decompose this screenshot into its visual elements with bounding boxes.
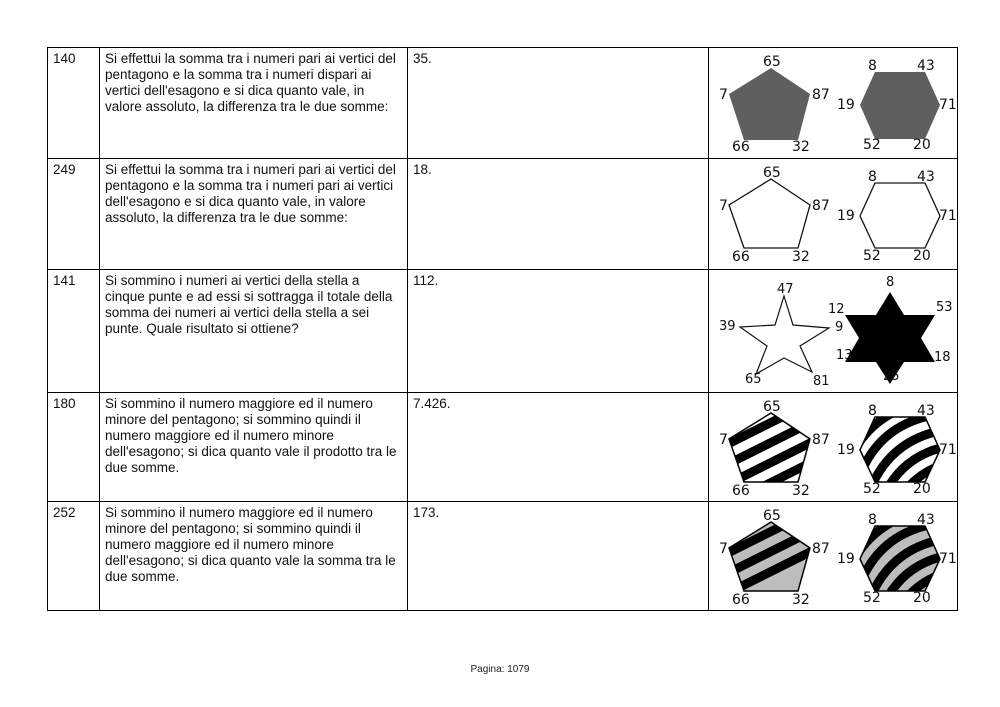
- vertex-label: 8: [868, 169, 877, 185]
- vertex-label: 25: [883, 369, 900, 384]
- hexagon-shape: [860, 183, 940, 248]
- table-row: [48, 48, 958, 159]
- answer-text: 18.: [408, 159, 709, 270]
- vertex-label: 19: [837, 97, 855, 113]
- answer-text: 173.: [408, 502, 709, 611]
- pentagon-hexagon-figure: [714, 51, 962, 155]
- vertex-label: 7: [719, 541, 728, 557]
- vertex-label: 81: [813, 374, 830, 389]
- vertex-label: 71: [939, 442, 957, 458]
- vertex-label: 32: [792, 249, 810, 265]
- hexagon-shape: [860, 72, 940, 139]
- vertex-label: 53: [936, 300, 953, 315]
- vertex-label: 8: [886, 275, 895, 290]
- figure-cell: [709, 270, 958, 393]
- vertex-label: 87: [812, 541, 830, 557]
- vertex-label: 66: [732, 483, 750, 498]
- question-id: 180: [48, 393, 100, 502]
- question-id: 249: [48, 159, 100, 270]
- questions-table: [47, 47, 958, 611]
- vertex-label: 87: [812, 198, 830, 214]
- vertex-label: 71: [939, 208, 957, 224]
- vertex-label: 52: [863, 481, 881, 497]
- question-text: Si effettui la somma tra i numeri pari ai vertici del pentagono e la somma tra i numeri pari ai vertici dell'esagono e si dica quanto vale, in valore assoluto, la differenza tra le due somme:: [100, 159, 408, 270]
- answer-text: 35.: [408, 48, 709, 159]
- question-text: Si sommino il numero maggiore ed il numero minore del pentagono; si sommino quindi il numero maggiore ed il numero minore dell'esagono; si dica quanto vale la somma tra le due somme.: [100, 502, 408, 611]
- question-id: 141: [48, 270, 100, 393]
- vertex-label: 20: [913, 590, 931, 606]
- vertex-label: 52: [863, 137, 881, 153]
- vertex-label: 66: [732, 249, 750, 265]
- vertex-label: 65: [763, 165, 781, 181]
- answer-text: 7.426.: [408, 393, 709, 502]
- vertex-label: 66: [732, 139, 750, 155]
- vertex-label: 39: [719, 319, 736, 334]
- question-text: Si sommino il numero maggiore ed il numero minore del pentagono; si sommino quindi il numero maggiore ed il numero minore dell'esagono; si dica quanto vale il prodotto tra le due somme.: [100, 393, 408, 502]
- vertex-label: 7: [719, 432, 728, 448]
- vertex-label: 43: [917, 58, 935, 74]
- vertex-label: 71: [939, 551, 957, 567]
- vertex-label: 13: [836, 348, 853, 363]
- figure-cell: [709, 48, 958, 159]
- vertex-label: 20: [913, 481, 931, 497]
- vertex-label: 19: [837, 208, 855, 224]
- vertex-label: 20: [913, 137, 931, 153]
- table-row: [48, 270, 958, 393]
- question-text: Si sommino i numeri ai vertici della stella a cinque punte e ad essi si sottragga il totale della somma dei numeri ai vertici della stella a sei punte. Quale risultato si ottiene?: [100, 270, 408, 393]
- table-row: [48, 393, 958, 502]
- vertex-label: 32: [792, 483, 810, 498]
- question-text: Si effettui la somma tra i numeri pari ai vertici del pentagono e la somma tra i numeri dispari ai vertici dell'esagono e si dica quanto vale, in valore assoluto, la differenza tra le due somme:: [100, 48, 408, 159]
- pentagon-hexagon-figure: [714, 505, 962, 607]
- table-row: [48, 502, 958, 611]
- vertex-label: 65: [763, 399, 781, 415]
- vertex-label: 32: [792, 139, 810, 155]
- five-point-star-shape: [740, 296, 829, 374]
- vertex-label: 66: [732, 592, 750, 607]
- pentagon-shape: [729, 179, 810, 248]
- table-row: [48, 159, 958, 270]
- question-id: 140: [48, 48, 100, 159]
- vertex-label: 87: [812, 87, 830, 103]
- vertex-label: 8: [868, 512, 877, 528]
- vertex-label: 47: [777, 282, 794, 297]
- vertex-label: 65: [763, 508, 781, 524]
- vertex-label: 19: [837, 442, 855, 458]
- vertex-label: 8: [868, 58, 877, 74]
- vertex-label: 65: [745, 372, 762, 387]
- stars-figure: [714, 273, 962, 389]
- pentagon-hexagon-figure: [714, 162, 962, 266]
- figure-cell: [709, 502, 958, 611]
- pentagon-shape: [729, 68, 810, 140]
- question-id: 252: [48, 502, 100, 611]
- vertex-label: 20: [913, 248, 931, 264]
- figure-cell: [709, 393, 958, 502]
- vertex-label: 19: [837, 551, 855, 567]
- vertex-label: 52: [863, 248, 881, 264]
- vertex-label: 32: [792, 592, 810, 607]
- vertex-label: 71: [939, 97, 957, 113]
- vertex-label: 7: [719, 198, 728, 214]
- pentagon-hexagon-figure: [714, 396, 962, 498]
- vertex-label: 43: [917, 169, 935, 185]
- vertex-label: 87: [812, 432, 830, 448]
- vertex-label: 43: [917, 512, 935, 528]
- vertex-label: 18: [934, 350, 951, 365]
- page-number: Pagina: 1079: [470, 664, 530, 675]
- figure-cell: [709, 159, 958, 270]
- vertex-label: 8: [868, 403, 877, 419]
- vertex-label: 9: [835, 320, 844, 335]
- answer-text: 112.: [408, 270, 709, 393]
- vertex-label: 7: [719, 87, 728, 103]
- vertex-label: 52: [863, 590, 881, 606]
- vertex-label: 12: [828, 302, 845, 317]
- vertex-label: 43: [917, 403, 935, 419]
- vertex-label: 65: [763, 54, 781, 70]
